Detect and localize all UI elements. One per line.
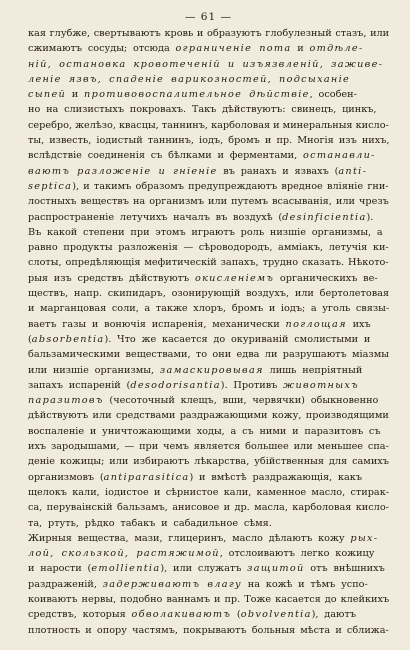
text-run: ) и вмѣстѣ раздражающія, какъ: [189, 471, 362, 483]
text-line: [28, 332, 389, 347]
text-run: ).: [366, 211, 374, 223]
text-line: [28, 118, 389, 133]
text-run: лостныхъ веществъ на организмъ или путемъ всасыванія, или чрезъ: [28, 196, 389, 208]
text-line: [28, 87, 389, 102]
text-run: та, ртуть, рѣдко табакъ и сабадильное сѣмя.: [28, 517, 272, 529]
spaced-emphasis: anti-: [338, 165, 368, 177]
text-run: ты, известь, іодистый таннинъ, іодъ, бромъ и пр. Многія изъ нихъ,: [28, 135, 389, 147]
spaced-emphasis: поглощая: [285, 318, 347, 330]
text-run: лишь непріятный: [263, 364, 363, 376]
text-line: [28, 577, 389, 592]
text-line: [28, 485, 389, 500]
text-line: [28, 102, 389, 117]
text-line: [28, 546, 389, 561]
text-run: но на слизистыхъ покровахъ. Такъ дѣйствуютъ: свинецъ, цинкъ,: [28, 104, 377, 116]
text-run: плотность и опору частямъ, покрываютъ больныя мѣста и сближа-: [28, 624, 389, 636]
text-run: раздраженій,: [28, 578, 103, 590]
text-run: ). Что же касается до окуриваній смолистыми и: [104, 333, 371, 345]
text-run: , отслоиваютъ легко кожицу: [219, 548, 375, 560]
text-run: воспаленіе и уничтожающими ходы, а съ ними и паразитовъ съ: [28, 425, 381, 437]
spaced-emphasis: рых-: [350, 532, 379, 544]
text-line: [28, 470, 389, 485]
spaced-emphasis: septica: [28, 180, 73, 192]
text-run: коиваютъ нервы, подобно ваннамъ и пр. Тоже касается до клейкихъ: [28, 593, 389, 605]
text-line: [28, 408, 389, 423]
text-run: ихъ: [346, 318, 371, 330]
text-run: организмовъ (: [28, 471, 104, 483]
text-run: слоты, опредѣляющія мефитическій запахъ, трудно сказать. Нѣкото-: [28, 257, 389, 269]
text-run: серебро, желѣзо, квасцы, таннинъ, карболовая и минеральныя кисло-: [28, 119, 389, 131]
text-run: са, перуваінскій бальзамъ, анисовое и др. масла, карболовая кисло-: [28, 502, 389, 514]
text-run: равно продукты разложенія — сѣроводородъ, аммiакъ, летучія ки-: [28, 242, 389, 254]
text-line: [28, 271, 389, 286]
text-run: или низшіе организмы,: [28, 364, 160, 376]
text-line: [28, 26, 389, 41]
spaced-emphasis: животныхъ: [283, 379, 359, 391]
spaced-emphasis: замаскировывая: [159, 364, 264, 376]
text-line: [28, 194, 389, 209]
text-run: ). Противъ: [220, 379, 284, 391]
text-line: [28, 531, 389, 546]
text-line: [28, 179, 389, 194]
text-line: [28, 255, 389, 270]
text-line: [28, 240, 389, 255]
spaced-emphasis: задерживаютъ влагу: [102, 578, 242, 590]
text-run: органическихъ ве-: [274, 272, 378, 284]
text-run: , особен-: [309, 89, 357, 101]
spaced-emphasis: сыпей: [28, 89, 67, 101]
spaced-emphasis: леніе язвъ, спаденіе варикозностей, подсыханіе: [28, 73, 351, 85]
text-line: [28, 623, 389, 638]
text-run: распространеніе летучихъ началъ въ воздухѣ (: [28, 211, 283, 223]
text-run: щелокъ кали, іодистое и сѣрнистое кали, каменное масло, стирак-: [28, 486, 389, 498]
text-run: и марганцовая соли, а также хлоръ, бромъ и іодъ; а уголь связы-: [28, 303, 389, 315]
text-run: вслѣдствіе соединенія съ бѣлками и ферментами,: [28, 150, 304, 162]
text-line: [28, 133, 389, 148]
spaced-emphasis: отдѣле-: [309, 43, 364, 55]
spaced-emphasis: ній, остановка кровотеченій и изъязвленій, заживе-: [28, 58, 384, 70]
text-run: бальзамическими веществами, то они едва ли разрушаютъ міазмы: [28, 349, 389, 361]
text-run: ), или служатъ: [160, 563, 248, 575]
spaced-emphasis: antiparasitica: [103, 471, 190, 483]
text-line: [28, 301, 389, 316]
text-run: ), даютъ: [311, 609, 356, 621]
text-run: деніе кожицы; или избираютъ лѣкарства, убійственныя для самихъ: [28, 456, 389, 468]
body-text: [28, 26, 389, 638]
text-run: (: [231, 609, 241, 621]
text-line: [28, 148, 389, 163]
text-line: [28, 57, 389, 72]
text-run: въ ранахъ и язвахъ (: [217, 165, 339, 177]
spaced-emphasis: паразитовъ: [28, 395, 104, 407]
text-run: ваетъ газы и вонючія испаренія, механически: [28, 318, 286, 330]
text-run: (: [28, 333, 32, 345]
spaced-emphasis: absorbentia: [31, 333, 105, 345]
spaced-emphasis: защитой: [247, 563, 305, 575]
text-run: ществъ, напр. скипидаръ, озонирующій воздухъ, или бертолетовая: [28, 288, 389, 300]
text-run: средствъ, которыя: [28, 609, 132, 621]
text-line: [28, 286, 389, 301]
text-line: [28, 378, 389, 393]
spaced-emphasis: противовоспалительное дѣйствіе: [84, 89, 310, 101]
text-run: сжимаютъ сосуды; отсюда: [28, 43, 176, 55]
text-line: [28, 500, 389, 515]
text-line: [28, 72, 389, 87]
text-run: ихъ зародышами, — при чемъ является большее или меньшее спа-: [28, 441, 389, 453]
text-line: [28, 607, 389, 622]
text-line: [28, 424, 389, 439]
text-run: ), и такимъ образомъ предупреждаютъ вредное вліяніе гни-: [72, 180, 389, 192]
text-run: запахъ испареній (: [28, 379, 131, 391]
text-line: [28, 363, 389, 378]
text-line: [28, 561, 389, 576]
text-run: кая глубже, свертываютъ кровь и образуютъ глобулезный стазъ, или: [28, 28, 389, 39]
text-run: (чесоточный клещъ, вши, червячки) обыкновенно: [103, 395, 379, 407]
text-line: [28, 347, 389, 362]
text-line: [28, 317, 389, 332]
text-line: [28, 210, 389, 225]
spaced-emphasis: ваютъ разложеніе и гніеніе: [28, 165, 218, 177]
text-line: [28, 393, 389, 408]
text-run: Жирныя вещества, мази, глицеринъ, масло дѣлаютъ кожу: [28, 532, 351, 544]
spaced-emphasis: окисленіемъ: [194, 272, 275, 284]
spaced-emphasis: obvolventia: [240, 609, 312, 621]
text-line: [28, 225, 389, 240]
spaced-emphasis: desinficientia: [282, 211, 367, 223]
text-line: [28, 516, 389, 531]
page-number: — 61 —: [184, 11, 233, 23]
spaced-emphasis: обволакиваютъ: [131, 609, 232, 621]
spaced-emphasis: лой, скользкой, растяжимой: [28, 548, 220, 560]
text-run: дѣйствуютъ или средствами раздражающими кожу, производящими: [28, 410, 389, 422]
text-run: и нарости (: [28, 563, 92, 575]
text-line: [28, 41, 389, 56]
text-run: и: [291, 43, 310, 55]
text-line: [28, 454, 389, 469]
text-run: Въ какой степени при этомъ играютъ роль низшіе организмы, а: [28, 226, 383, 238]
text-line: [28, 439, 389, 454]
text-line: [28, 592, 389, 607]
spaced-emphasis: desodorisantia: [130, 379, 221, 391]
text-run: на кожѣ и тѣмъ успо-: [241, 578, 368, 590]
text-run: и: [66, 89, 85, 101]
spaced-emphasis: останавли-: [303, 150, 376, 162]
text-line: [28, 164, 389, 179]
spaced-emphasis: emollientia: [91, 563, 161, 575]
text-run: отъ внѣшнихъ: [304, 563, 385, 575]
spaced-emphasis: ограниченіе пота: [175, 43, 292, 55]
text-run: рыя изъ средствъ дѣйствуютъ: [28, 272, 195, 284]
